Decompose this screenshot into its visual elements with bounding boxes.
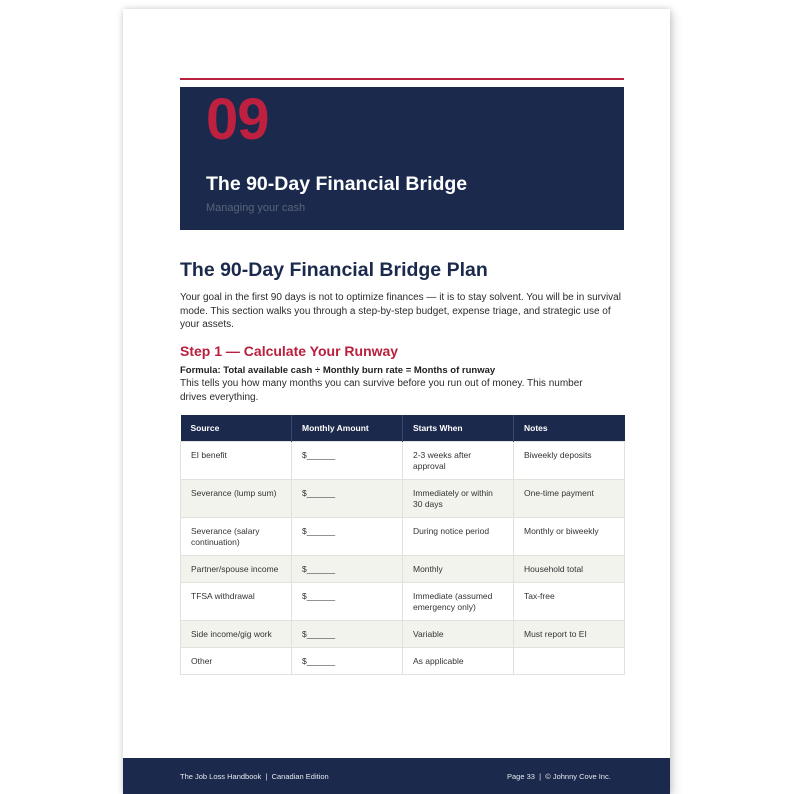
top-accent-rule bbox=[180, 78, 624, 80]
table-cell: Household total bbox=[514, 556, 625, 583]
page-footer bbox=[123, 758, 670, 794]
table-cell: $______ bbox=[292, 518, 403, 556]
footer-page-info: Page 33 | © Johnny Cove Inc. bbox=[507, 772, 611, 781]
table-row bbox=[181, 442, 625, 480]
table-cell: Severance (lump sum) bbox=[181, 480, 292, 518]
table-cell: EI benefit bbox=[181, 442, 292, 480]
chapter-number: 09 bbox=[206, 87, 269, 152]
table-cell: During notice period bbox=[403, 518, 514, 556]
table-cell: $______ bbox=[292, 621, 403, 648]
table-cell: Biweekly deposits bbox=[514, 442, 625, 480]
runway-formula: Formula: Total available cash ÷ Monthly burn rate = Months of runway bbox=[180, 365, 496, 376]
table-cell: Monthly or biweekly bbox=[514, 518, 625, 556]
table-cell: Severance (salary continuation) bbox=[181, 518, 292, 556]
section-intro: Your goal in the first 90 days is not to optimize finances — it is to stay solvent. You will be in survival mode. This section walks you through a step-by-step budget, expense triage, and strategic use of your assets. bbox=[180, 292, 621, 330]
table-row bbox=[181, 556, 625, 583]
table-row bbox=[181, 648, 625, 675]
income-sources-table bbox=[180, 415, 625, 675]
table-cell: Side income/gig work bbox=[181, 621, 292, 648]
table-cell: Immediate (assumed emergency only) bbox=[403, 583, 514, 621]
column-header-notes: Notes bbox=[514, 415, 625, 442]
table-cell: Immediately or within 30 days bbox=[403, 480, 514, 518]
table-cell: Monthly bbox=[403, 556, 514, 583]
table-cell: 2-3 weeks after approval bbox=[403, 442, 514, 480]
table-cell: As applicable bbox=[403, 648, 514, 675]
chapter-subtitle: Managing your cash bbox=[206, 202, 306, 214]
table-cell: $______ bbox=[292, 442, 403, 480]
table-cell: $______ bbox=[292, 556, 403, 583]
table-header-row bbox=[181, 415, 625, 442]
step-heading: Step 1 — Calculate Your Runway bbox=[180, 343, 399, 359]
chapter-title: The 90-Day Financial Bridge bbox=[206, 173, 468, 195]
table-cell: Other bbox=[181, 648, 292, 675]
table-row bbox=[181, 621, 625, 648]
footer-book-title: The Job Loss Handbook | Canadian Edition bbox=[180, 772, 329, 781]
table-cell: One-time payment bbox=[514, 480, 625, 518]
table-cell: $______ bbox=[292, 583, 403, 621]
table-cell bbox=[514, 648, 625, 675]
column-header-monthly-amount: Monthly Amount bbox=[292, 415, 403, 442]
step-description: This tells you how many months you can survive before you run out of money. This number drives everything. bbox=[180, 378, 583, 403]
table-row bbox=[181, 518, 625, 556]
table-cell: Must report to EI bbox=[514, 621, 625, 648]
table-cell: $______ bbox=[292, 480, 403, 518]
table-cell: TFSA withdrawal bbox=[181, 583, 292, 621]
column-header-starts-when: Starts When bbox=[403, 415, 514, 442]
table-row bbox=[181, 583, 625, 621]
column-header-source: Source bbox=[181, 415, 292, 442]
table-cell: $______ bbox=[292, 648, 403, 675]
chapter-banner bbox=[180, 87, 624, 230]
document-page bbox=[123, 9, 670, 794]
table-cell: Tax-free bbox=[514, 583, 625, 621]
table-row bbox=[181, 480, 625, 518]
table-cell: Partner/spouse income bbox=[181, 556, 292, 583]
section-heading: The 90-Day Financial Bridge Plan bbox=[180, 259, 488, 281]
table-cell: Variable bbox=[403, 621, 514, 648]
